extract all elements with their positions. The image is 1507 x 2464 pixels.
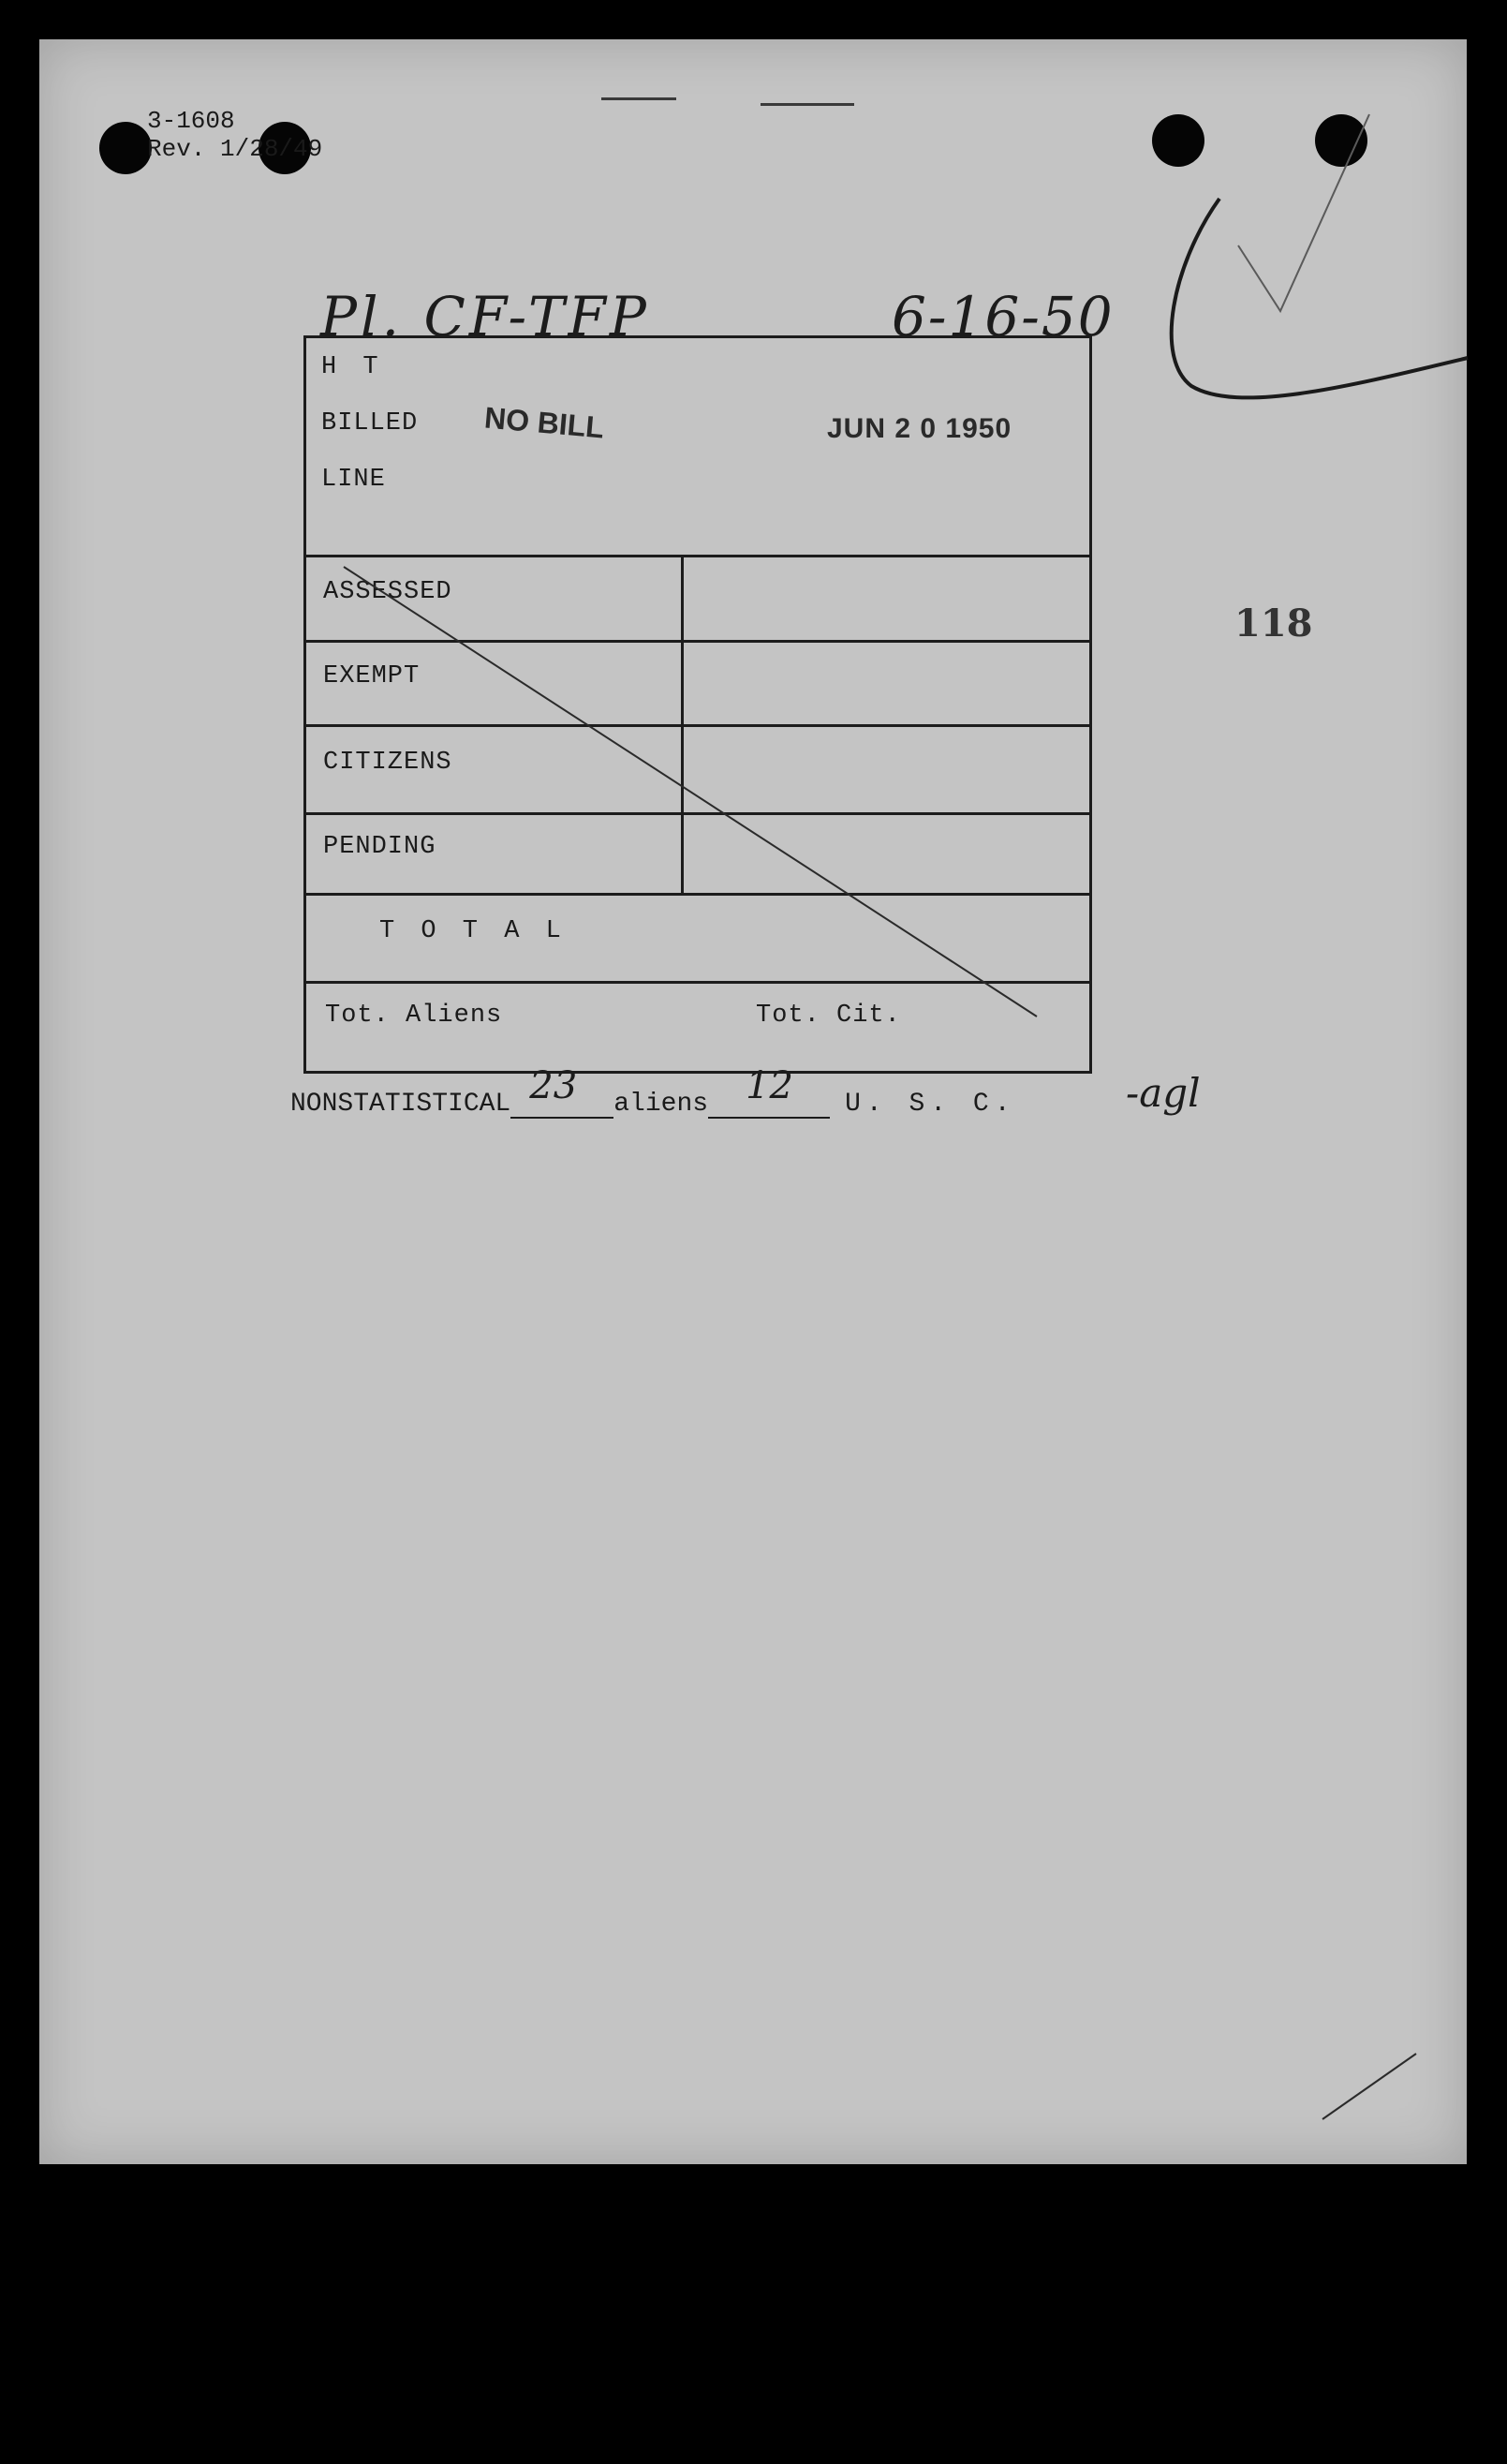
tot-aliens-label: Tot. Aliens bbox=[325, 1002, 503, 1030]
form-number: 3-1608 Rev. 1/28/49 bbox=[147, 107, 323, 163]
handwritten-date: 6-16-50 bbox=[892, 285, 1115, 349]
tally-table bbox=[303, 555, 1092, 1074]
handwritten-initials: -agl bbox=[1126, 1070, 1201, 1116]
cancel-line bbox=[306, 557, 1089, 1071]
stray-mark bbox=[761, 103, 854, 106]
aliens-count: 23 bbox=[510, 1089, 613, 1119]
nonstatistical-line bbox=[290, 1064, 1016, 1119]
document-page bbox=[39, 39, 1467, 2164]
line-label: LINE bbox=[321, 466, 386, 494]
header-box bbox=[303, 335, 1092, 559]
checkmark-icon bbox=[1135, 77, 1472, 433]
punch-hole bbox=[99, 122, 152, 174]
stray-stroke bbox=[1313, 2044, 1426, 2129]
citizens-label: CITIZENS bbox=[323, 749, 452, 777]
stray-mark bbox=[601, 97, 676, 100]
billed-label: BILLED bbox=[321, 409, 419, 438]
ht-label: H T bbox=[321, 353, 384, 381]
usc-count: 12 bbox=[708, 1089, 830, 1119]
total-label: T O T A L bbox=[379, 917, 567, 945]
tot-cit-label: Tot. Cit. bbox=[756, 1002, 901, 1030]
no-bill-stamp: NO BILL bbox=[482, 400, 606, 445]
page-number: 118 bbox=[1234, 601, 1313, 646]
assessed-label: ASSESSED bbox=[323, 578, 452, 606]
handwritten-header: Pl. CF-TFP bbox=[320, 285, 650, 349]
pending-label: PENDING bbox=[323, 833, 436, 861]
usc-label: U. S. C. bbox=[845, 1090, 1016, 1119]
date-stamp: JUN 2 0 1950 bbox=[827, 413, 1012, 444]
aliens-label: aliens bbox=[613, 1090, 709, 1119]
exempt-label: EXEMPT bbox=[323, 662, 421, 690]
nonstatistical-label: NONSTATISTICAL bbox=[290, 1090, 511, 1119]
